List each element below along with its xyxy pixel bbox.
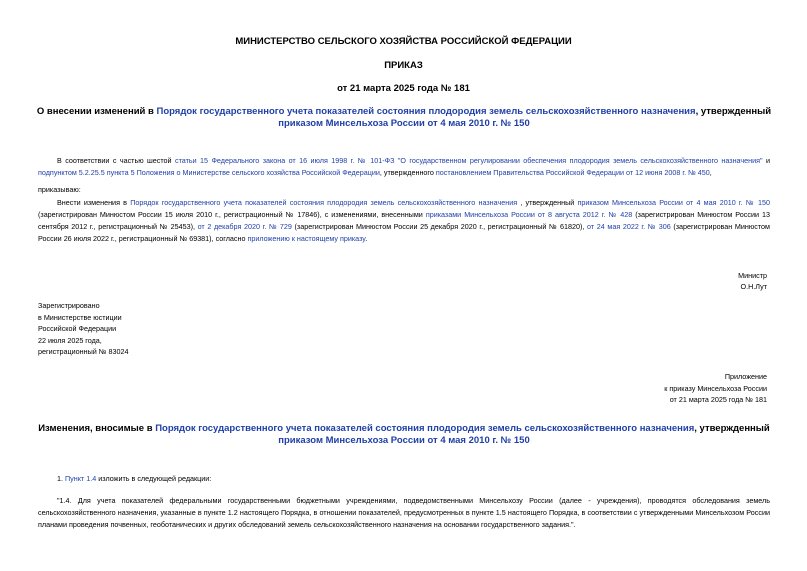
p1-text-2: и: [762, 156, 770, 165]
appendix-line: к приказу Минсельхоза России: [664, 383, 767, 393]
title-prefix: О внесении изменений в: [36, 106, 157, 117]
link-order-306[interactable]: от 24 мая 2022 г. № 306: [587, 222, 671, 231]
p2-text-5: (зарегистрирован Минюстом России 25 декабря 2020 г., регистрационный № 61820),: [291, 222, 588, 231]
p2-text-1: Внести изменения в: [57, 198, 131, 207]
link-federal-law[interactable]: статьи 15 Федерального закона от 16 июля 1998 г. № 101-ФЗ "О государственном регулировании обеспечения плодородия земель сельскохозяйственного назначения": [174, 156, 763, 165]
order-date: от 21 марта 2025 года № 181: [337, 83, 470, 94]
p2-text-7: .: [365, 234, 368, 243]
registration-line: в Министерстве юстиции: [38, 312, 122, 322]
appendix-line: Приложение: [724, 372, 767, 381]
link-appendix[interactable]: приложению к настоящему приказу: [247, 234, 366, 243]
appendix-title-link-order[interactable]: приказом Минсельхоза России от 4 мая 2010 г. № 150: [278, 435, 530, 446]
appendix-title-link-procedure[interactable]: Порядок государственного учета показателей состояния плодородия земель сельскохозяйственного назначения: [155, 423, 695, 434]
signatory-position: Министр: [738, 271, 767, 280]
link-order-428[interactable]: приказами Минсельхоза России от 8 августа 2012 г. № 428: [425, 210, 633, 219]
p2-text-2: , утвержденный: [517, 198, 578, 207]
order-heading: ПРИКАЗ: [384, 60, 423, 71]
prikazyvayu-text: приказываю:: [38, 185, 81, 194]
title-link-order[interactable]: приказом Минсельхоза России от 4 мая 2010 г. № 150: [278, 118, 530, 129]
p1-text-4: ,: [709, 168, 712, 177]
link-government-decree[interactable]: постановлением Правительства Российской Федерации от 12 июня 2008 г. № 450: [435, 168, 710, 177]
p1-text-3: , утвержденного: [379, 168, 436, 177]
document-title: [30, 106, 778, 130]
link-order-150[interactable]: приказом Минсельхоза России от 4 мая 2010 г. № 150: [577, 198, 770, 207]
paragraph-basis: [38, 155, 770, 179]
signatory-name: О.Н.Лут: [740, 282, 767, 291]
p2-text-3: (зарегистрирован Минюстом России 15 июля 2010 г., регистрационный № 17846), с изменениями, внесенными: [38, 210, 426, 219]
appendix-title-prefix: Изменения, вносимые в: [38, 423, 156, 434]
appendix-line: от 21 марта 2025 года № 181: [669, 395, 767, 404]
registration-line: Российской Федерации: [38, 324, 117, 333]
link-point-1-4[interactable]: Пункт 1.4: [65, 474, 97, 483]
title-link-procedure[interactable]: Порядок государственного учета показателей состояния плодородия земель сельскохозяйственного назначения: [156, 106, 696, 117]
p3-text-2: изложить в следующей редакции:: [96, 474, 212, 483]
p1-text-1: В соответствии с частью шестой: [57, 156, 175, 165]
registration-block: [38, 300, 128, 358]
registration-line: Зарегистрировано: [38, 301, 100, 310]
paragraph-new-wording: "1.4. Для учета показателей федеральными государственными бюджетными учреждениями, подведомственными Минсельхозу России (далее - учреждения), проводятся обследования земель сельскохозяйственного назначения, указанные в пункте 1.2 настоящего Порядка, в отношении показателей, предусмотренных в пункте 1.5 настоящего Порядка, в соответствии с утвержденными Минсельхозом России планами проведения почвенных, геоботанических и других обследований земель сельскохозяйственного назначения на основании государственного задания.".: [38, 496, 770, 529]
p2-text-6: (зарегистрирован Минюстом России 26 июля 2022 г., регистрационный № 69381), согласно: [38, 222, 770, 243]
appendix-title: [30, 423, 778, 447]
link-procedure[interactable]: Порядок государственного учета показателей состояния плодородия земель сельскохозяйственного назначения: [130, 198, 518, 207]
link-order-729[interactable]: от 2 декабря 2020 г. № 729: [197, 222, 292, 231]
appendix-title-middle: , утвержденный: [694, 423, 770, 434]
paragraph-item-1: [57, 474, 211, 483]
appendix-header: [664, 371, 767, 406]
p3-text-1: 1.: [57, 474, 65, 483]
paragraph-amendment: [38, 197, 770, 245]
title-middle: , утвержденный: [695, 106, 772, 117]
registration-line: 22 июля 2025 года,: [38, 335, 102, 345]
p2-text-4: (зарегистрирован Минюстом России 13 сентября 2012 г., регистрационный № 25453),: [38, 210, 771, 231]
registration-line: регистрационный № 83024: [38, 347, 129, 356]
signature-block: [738, 270, 767, 292]
ministry-heading: МИНИСТЕРСТВО СЕЛЬСКОГО ХОЗЯЙСТВА РОССИЙСКОЙ ФЕДЕРАЦИИ: [235, 36, 572, 47]
link-regulation-subparagraph[interactable]: подпунктом 5.2.25.5 пункта 5 Положения о Министерстве сельского хозяйства Российской Федерации: [38, 168, 380, 177]
